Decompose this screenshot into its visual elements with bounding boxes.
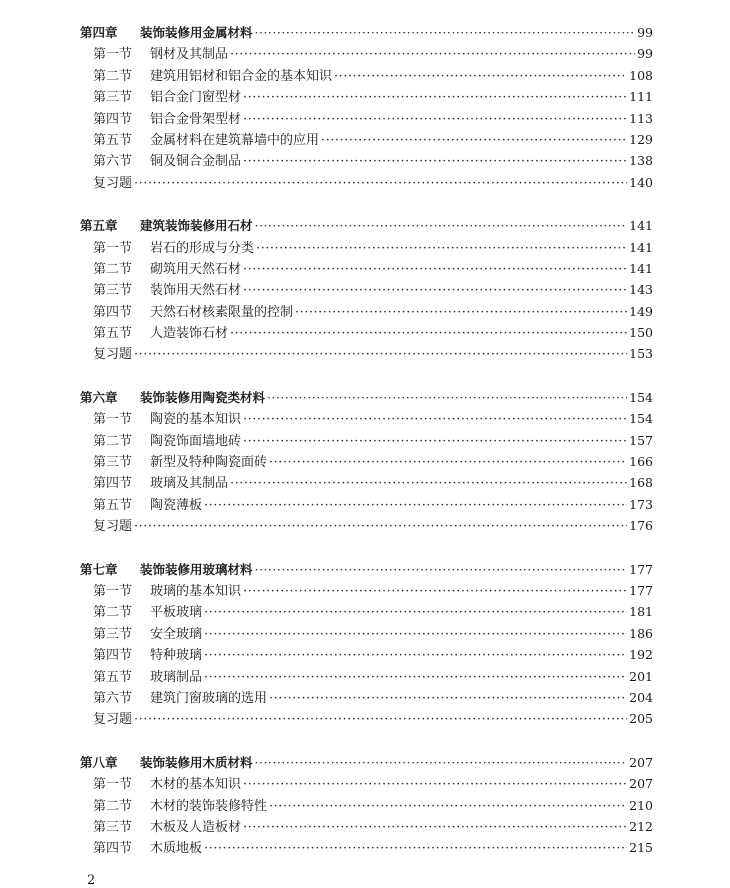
section-entry[interactable] [80,708,653,729]
section-entry[interactable] [80,322,653,343]
section-title: 木材的装饰装修特性 [150,798,268,814]
section-number: 第一节 [93,412,133,428]
section-title: 陶瓷的基本知识 [150,412,242,428]
page-ref: 210 [629,797,653,813]
page-ref: 173 [629,496,653,512]
section-title: 特种玻璃 [150,648,203,664]
section-title: 安全玻璃 [150,626,203,642]
page-ref: 99 [637,46,653,62]
chapter-gap [80,730,653,752]
chapter-gap [80,365,653,387]
section-entry[interactable] [80,601,653,622]
section-title: 复习题 [93,712,133,728]
page-ref: 150 [629,325,653,341]
section-entry[interactable] [80,65,653,86]
page-ref: 138 [629,153,653,169]
dot-leader [243,259,627,280]
dot-leader [230,323,627,344]
page-ref: 154 [629,411,653,427]
section-entry[interactable] [80,472,653,493]
section-entry[interactable] [80,129,653,150]
section-number: 第六节 [93,690,133,706]
dot-leader [255,215,628,236]
section-entry[interactable] [80,795,653,816]
section-title: 钢材及其制品 [150,47,229,63]
dot-leader [134,709,627,730]
section-title: 金属材料在建筑幕墙中的应用 [150,132,320,148]
page-ref: 212 [629,818,653,834]
dot-leader [204,645,627,666]
page-ref: 108 [629,67,653,83]
section-number: 第一节 [93,47,133,63]
dot-leader [230,44,635,65]
page-ref: 99 [637,25,653,40]
dot-leader [334,66,627,87]
dot-leader [255,22,636,43]
chapter-block [80,215,653,365]
section-title: 铝合金骨架型材 [150,111,242,127]
section-number: 第五节 [93,497,133,513]
section-number: 第一节 [93,583,133,599]
section-title: 铜及铜合金制品 [150,154,242,170]
dot-leader [243,774,627,795]
section-title: 新型及特种陶瓷面砖 [150,455,268,471]
section-number: 第五节 [93,669,133,685]
section-title: 陶瓷薄板 [150,497,203,513]
section-entry[interactable] [80,623,653,644]
page-ref: 205 [629,711,653,727]
section-title: 木质地板 [150,841,203,857]
section-title: 铝合金门窗型材 [150,90,242,106]
section-title: 玻璃及其制品 [150,476,229,492]
page-ref: 111 [629,89,653,105]
section-number: 第四节 [93,841,133,857]
section-number: 第二节 [93,433,133,449]
chapter-entry[interactable] [80,22,653,43]
page-ref: 141 [629,218,653,234]
section-number: 第四节 [93,648,133,664]
page-ref: 207 [629,776,653,792]
dot-leader [243,109,627,130]
dot-leader [204,667,627,688]
page-ref: 154 [629,389,653,405]
chapter-title: 建筑装饰装修用石材 [140,218,253,234]
dot-leader [243,409,627,430]
section-number: 第二节 [93,68,133,84]
chapter-block [80,387,653,537]
chapter-entry[interactable] [80,752,653,773]
chapter-entry[interactable] [80,387,653,408]
chapter-number: 第五章 [80,218,118,234]
dot-leader [204,602,627,623]
page-ref: 177 [629,561,653,577]
dot-leader [134,344,627,365]
section-entry[interactable] [80,430,653,451]
page-ref: 140 [629,174,653,190]
section-entry[interactable] [80,451,653,472]
chapter-block [80,752,653,859]
section-entry[interactable] [80,258,653,279]
section-title: 建筑用铝材和铝合金的基本知识 [150,68,333,84]
section-entry[interactable] [80,687,653,708]
page-ref: 192 [629,647,653,663]
page-ref: 207 [629,754,653,770]
section-entry[interactable] [80,408,653,429]
section-title: 陶瓷饰面墙地砖 [150,433,242,449]
dot-leader [134,173,627,194]
section-title: 天然石材核素限量的控制 [150,304,294,320]
section-title: 玻璃的基本知识 [150,583,242,599]
dot-leader [204,495,627,516]
section-entry[interactable] [80,150,653,171]
section-title: 木材的基本知识 [150,777,242,793]
chapter-title: 装饰装修用金属材料 [140,25,253,40]
page-ref: 143 [629,282,653,298]
page-ref: 129 [629,131,653,147]
table-of-contents [80,22,653,859]
section-entry[interactable] [80,301,653,322]
section-entry[interactable] [80,494,653,515]
chapter-gap [80,193,653,215]
dot-leader [243,817,627,838]
section-title: 复习题 [93,175,133,191]
page-ref: 157 [629,432,653,448]
chapter-number: 第八章 [80,754,118,770]
page-ref: 149 [629,303,653,319]
chapter-title: 装饰装修用木质材料 [140,754,253,770]
dot-leader [255,752,628,773]
section-number: 第二节 [93,261,133,277]
chapter-number: 第六章 [80,389,118,405]
section-entry[interactable] [80,515,653,536]
section-entry[interactable] [80,644,653,665]
page-ref: 113 [629,110,653,126]
section-title: 木板及人造板材 [150,819,242,835]
dot-leader [295,302,627,323]
page-ref: 141 [629,239,653,255]
chapter-block [80,22,653,193]
section-number: 第三节 [93,283,133,299]
dot-leader [243,581,627,602]
dot-leader [269,688,627,709]
section-entry[interactable] [80,108,653,129]
section-number: 第四节 [93,304,133,320]
dot-leader [267,387,627,408]
dot-leader [204,624,627,645]
section-title: 人造装饰石材 [150,326,229,342]
dot-leader [134,516,627,537]
page-ref: 181 [629,604,653,620]
page-number: 2 [87,873,96,888]
page-ref: 215 [629,840,653,856]
chapter-entry[interactable] [80,215,653,236]
section-entry[interactable] [80,773,653,794]
chapter-title: 装饰装修用玻璃材料 [140,561,253,577]
section-number: 第一节 [93,240,133,256]
dot-leader [243,87,627,108]
section-entry[interactable] [80,343,653,364]
page-ref: 186 [629,625,653,641]
chapter-number: 第四章 [80,25,118,40]
dot-leader [269,796,627,817]
dot-leader [243,280,627,301]
dot-leader [256,238,627,259]
section-title: 建筑门窗玻璃的选用 [150,690,268,706]
chapter-title: 装饰装修用陶瓷类材料 [140,389,266,405]
section-title: 玻璃制品 [150,669,203,685]
chapter-gap [80,537,653,559]
section-number: 第四节 [93,111,133,127]
section-number: 第二节 [93,798,133,814]
section-number: 第一节 [93,777,133,793]
dot-leader [204,838,627,859]
section-entry[interactable] [80,279,653,300]
section-title: 砌筑用天然石材 [150,261,242,277]
section-number: 第五节 [93,326,133,342]
dot-leader [230,473,627,494]
section-number: 第三节 [93,819,133,835]
section-number: 第四节 [93,476,133,492]
section-entry[interactable] [80,237,653,258]
section-entry[interactable] [80,172,653,193]
page-ref: 166 [629,454,653,470]
section-entry[interactable] [80,666,653,687]
section-number: 第五节 [93,132,133,148]
chapter-number: 第七章 [80,561,118,577]
dot-leader [243,431,627,452]
page-ref: 168 [629,475,653,491]
dot-leader [269,452,627,473]
section-entry[interactable] [80,43,653,64]
section-title: 复习题 [93,519,133,535]
section-entry[interactable] [80,580,653,601]
section-entry[interactable] [80,816,653,837]
dot-leader [243,151,627,172]
page-ref: 153 [629,346,653,362]
dot-leader [255,559,628,580]
page-ref: 177 [629,582,653,598]
section-title: 岩石的形成与分类 [150,240,255,256]
section-title: 平板玻璃 [150,605,203,621]
page-ref: 141 [629,260,653,276]
page-ref: 204 [629,689,653,705]
dot-leader [321,130,627,151]
section-number: 第三节 [93,455,133,471]
section-number: 第三节 [93,626,133,642]
section-title: 装饰用天然石材 [150,283,242,299]
section-title: 复习题 [93,347,133,363]
page-ref: 176 [629,518,653,534]
section-number: 第六节 [93,154,133,170]
section-number: 第三节 [93,90,133,106]
section-entry[interactable] [80,86,653,107]
chapter-block [80,559,653,730]
section-entry[interactable] [80,837,653,858]
section-number: 第二节 [93,605,133,621]
page-ref: 201 [629,668,653,684]
chapter-entry[interactable] [80,559,653,580]
